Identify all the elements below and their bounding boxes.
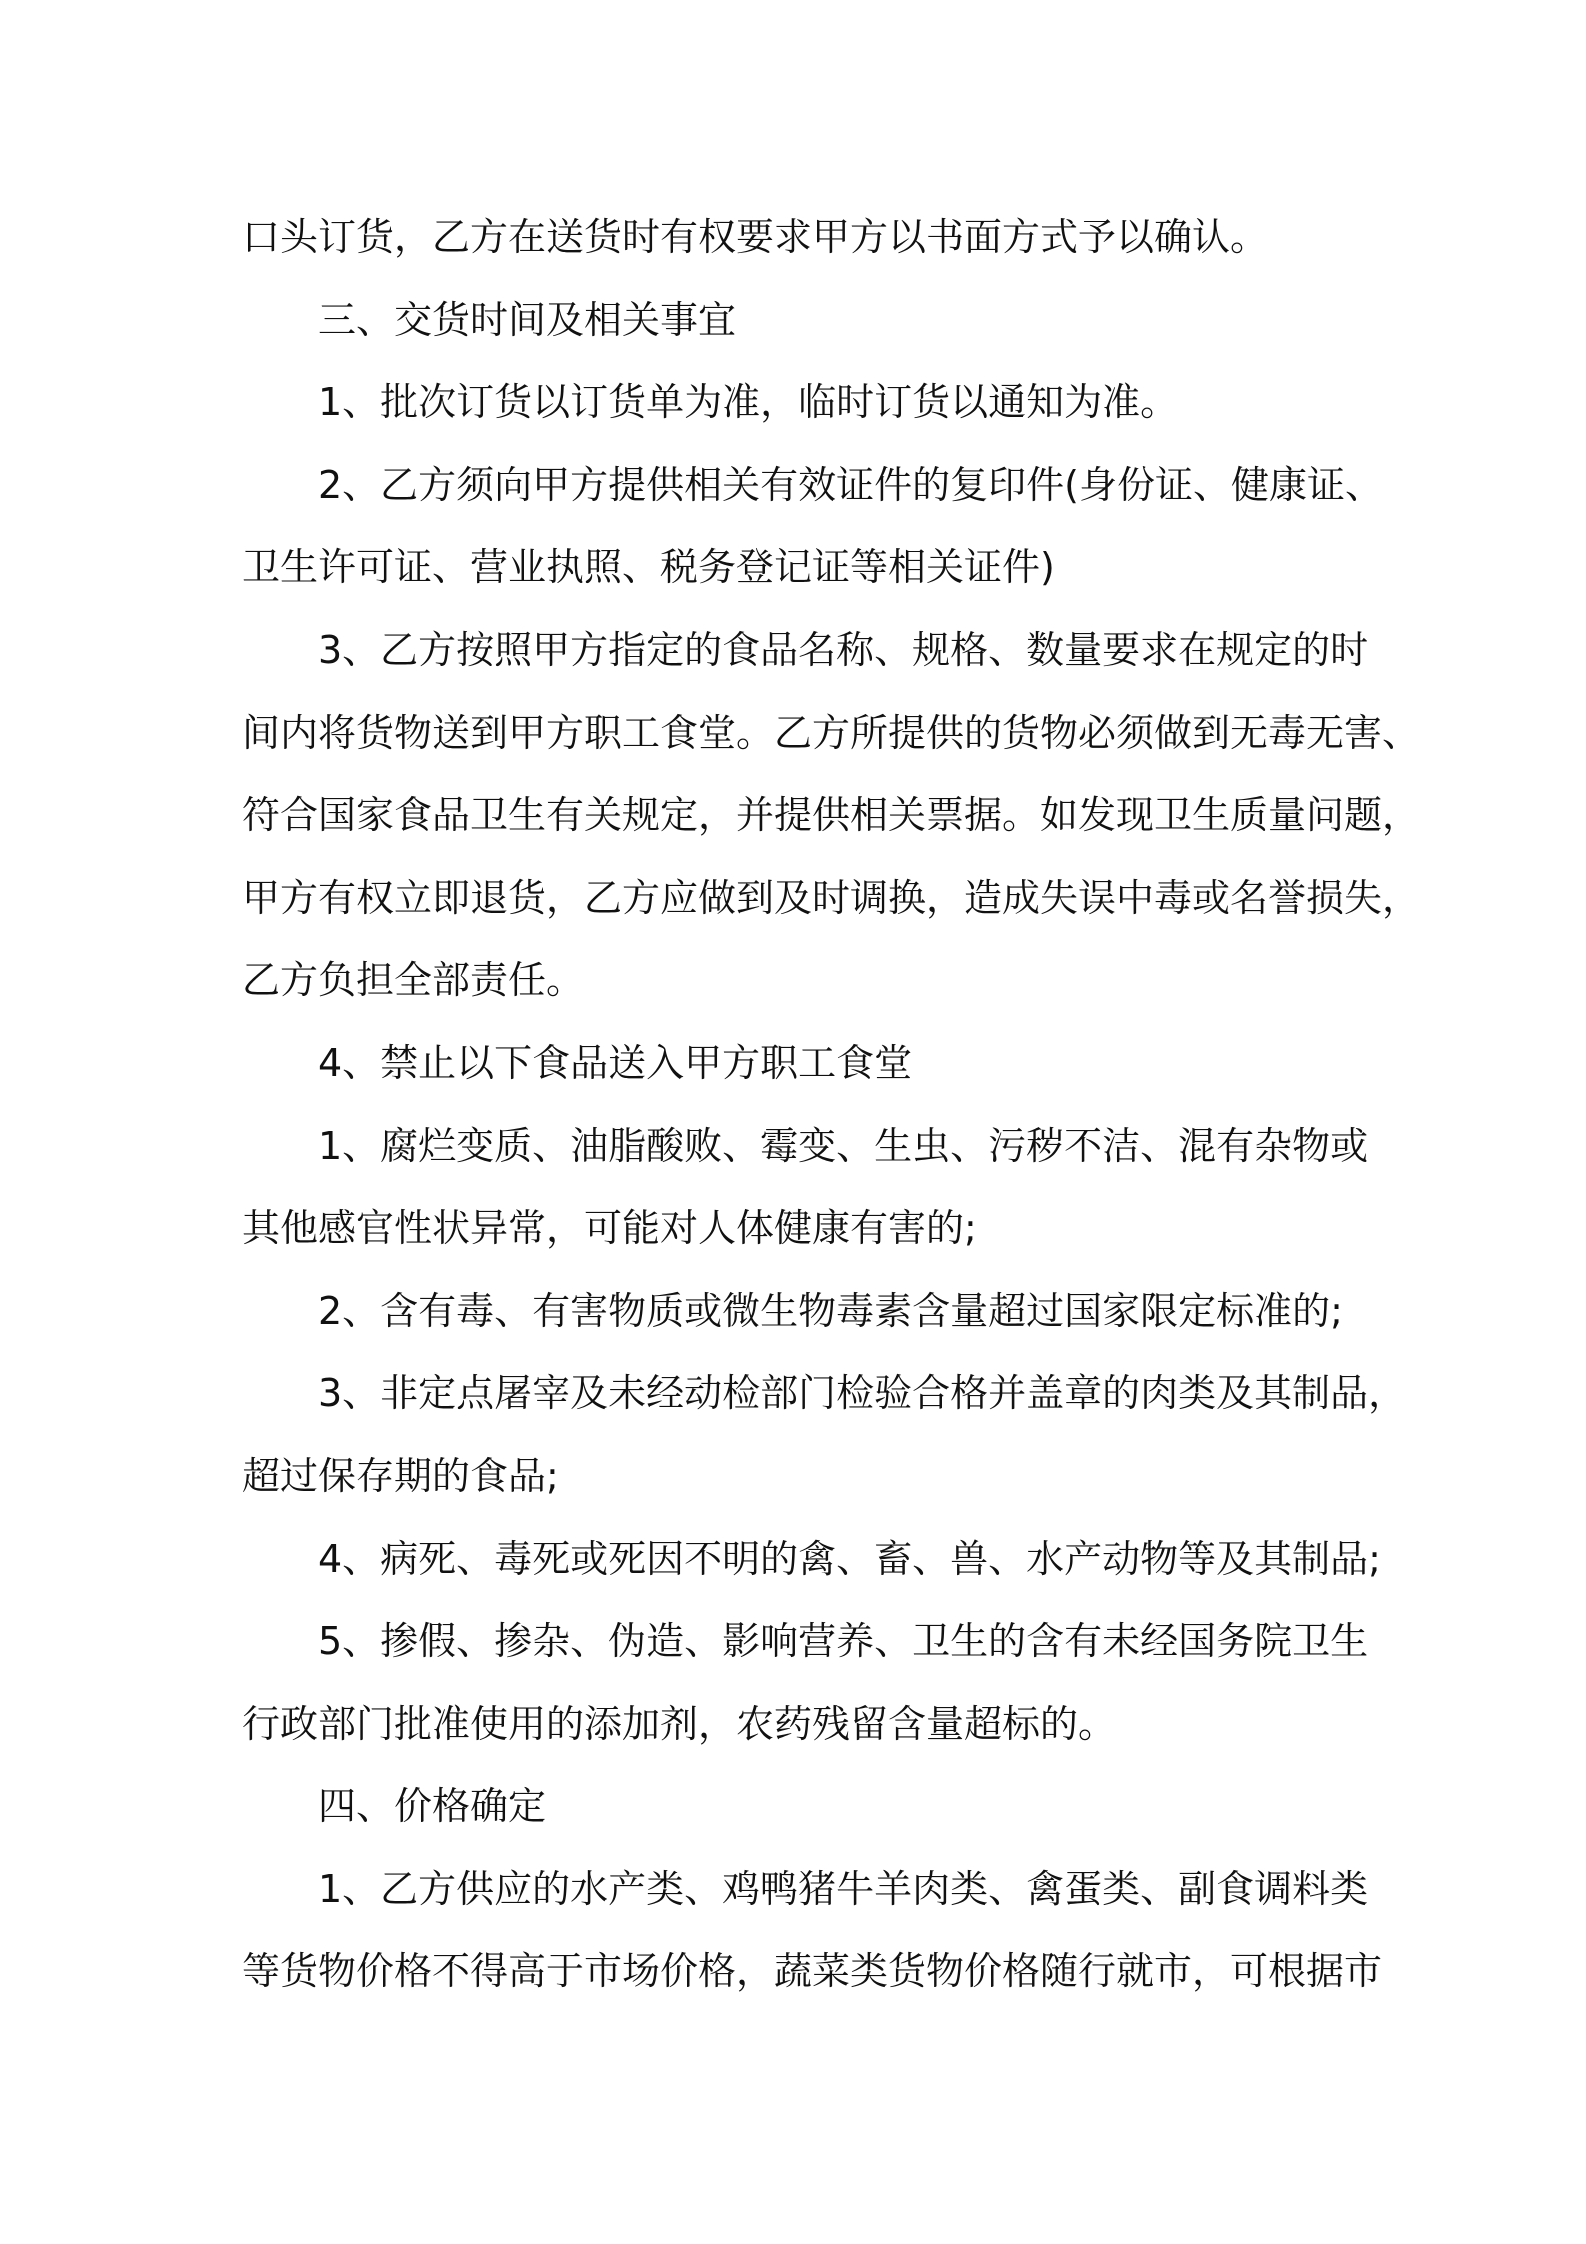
section-heading: 四、价格确定: [318, 1784, 547, 1829]
text-line: 甲方有权立即退货，乙方应做到及时调换，造成失误中毒或名誉损失，: [242, 875, 1421, 920]
text-line: 超过保存期的食品;: [242, 1453, 559, 1498]
text-line: 1、腐烂变质、油脂酸败、霉变、生虫、污秽不洁、混有杂物或: [318, 1123, 1369, 1168]
text-line: 1、批次订货以订货单为准，临时订货以通知为准。: [318, 380, 1179, 425]
text-line: 乙方负担全部责任。: [242, 958, 585, 1003]
text-line: 间内将货物送到甲方职工食堂。乙方所提供的货物必须做到无毒无害、: [242, 710, 1421, 755]
text-line: 行政部门批准使用的添加剂，农药残留含量超标的。: [242, 1701, 1117, 1746]
text-line: 卫生许可证、营业执照、税务登记证等相关证件): [242, 545, 1055, 590]
text-line: 其他感官性状异常，可能对人体健康有害的;: [242, 1206, 977, 1251]
text-line: 等货物价格不得高于市场价格，蔬菜类货物价格随行就市，可根据市: [242, 1949, 1383, 1994]
document-body: [242, 196, 1421, 2013]
text-line: 3、乙方按照甲方指定的食品名称、规格、数量要求在规定的时: [318, 627, 1369, 672]
text-line: 符合国家食品卫生有关规定，并提供相关票据。如发现卫生质量问题，: [242, 793, 1421, 838]
section-heading: 三、交货时间及相关事宜: [318, 297, 737, 342]
text-line: 3、非定点屠宰及未经动检部门检验合格并盖章的肉类及其制品，: [318, 1371, 1407, 1416]
text-line: 2、乙方须向甲方提供相关有效证件的复印件(身份证、健康证、: [318, 462, 1384, 507]
text-line: 口头订货，乙方在送货时有权要求甲方以书面方式予以确认。: [242, 215, 1269, 259]
text-line: 1、乙方供应的水产类、鸡鸭猪牛羊肉类、禽蛋类、副食调料类: [318, 1866, 1369, 1911]
text-line: 4、禁止以下食品送入甲方职工食堂: [318, 1040, 913, 1085]
text-line: 4、病死、毒死或死因不明的禽、畜、兽、水产动物等及其制品;: [318, 1536, 1381, 1581]
text-line: 5、掺假、掺杂、伪造、影响营养、卫生的含有未经国务院卫生: [318, 1619, 1369, 1664]
text-line: 2、含有毒、有害物质或微生物毒素含量超过国家限定标准的;: [318, 1288, 1343, 1333]
